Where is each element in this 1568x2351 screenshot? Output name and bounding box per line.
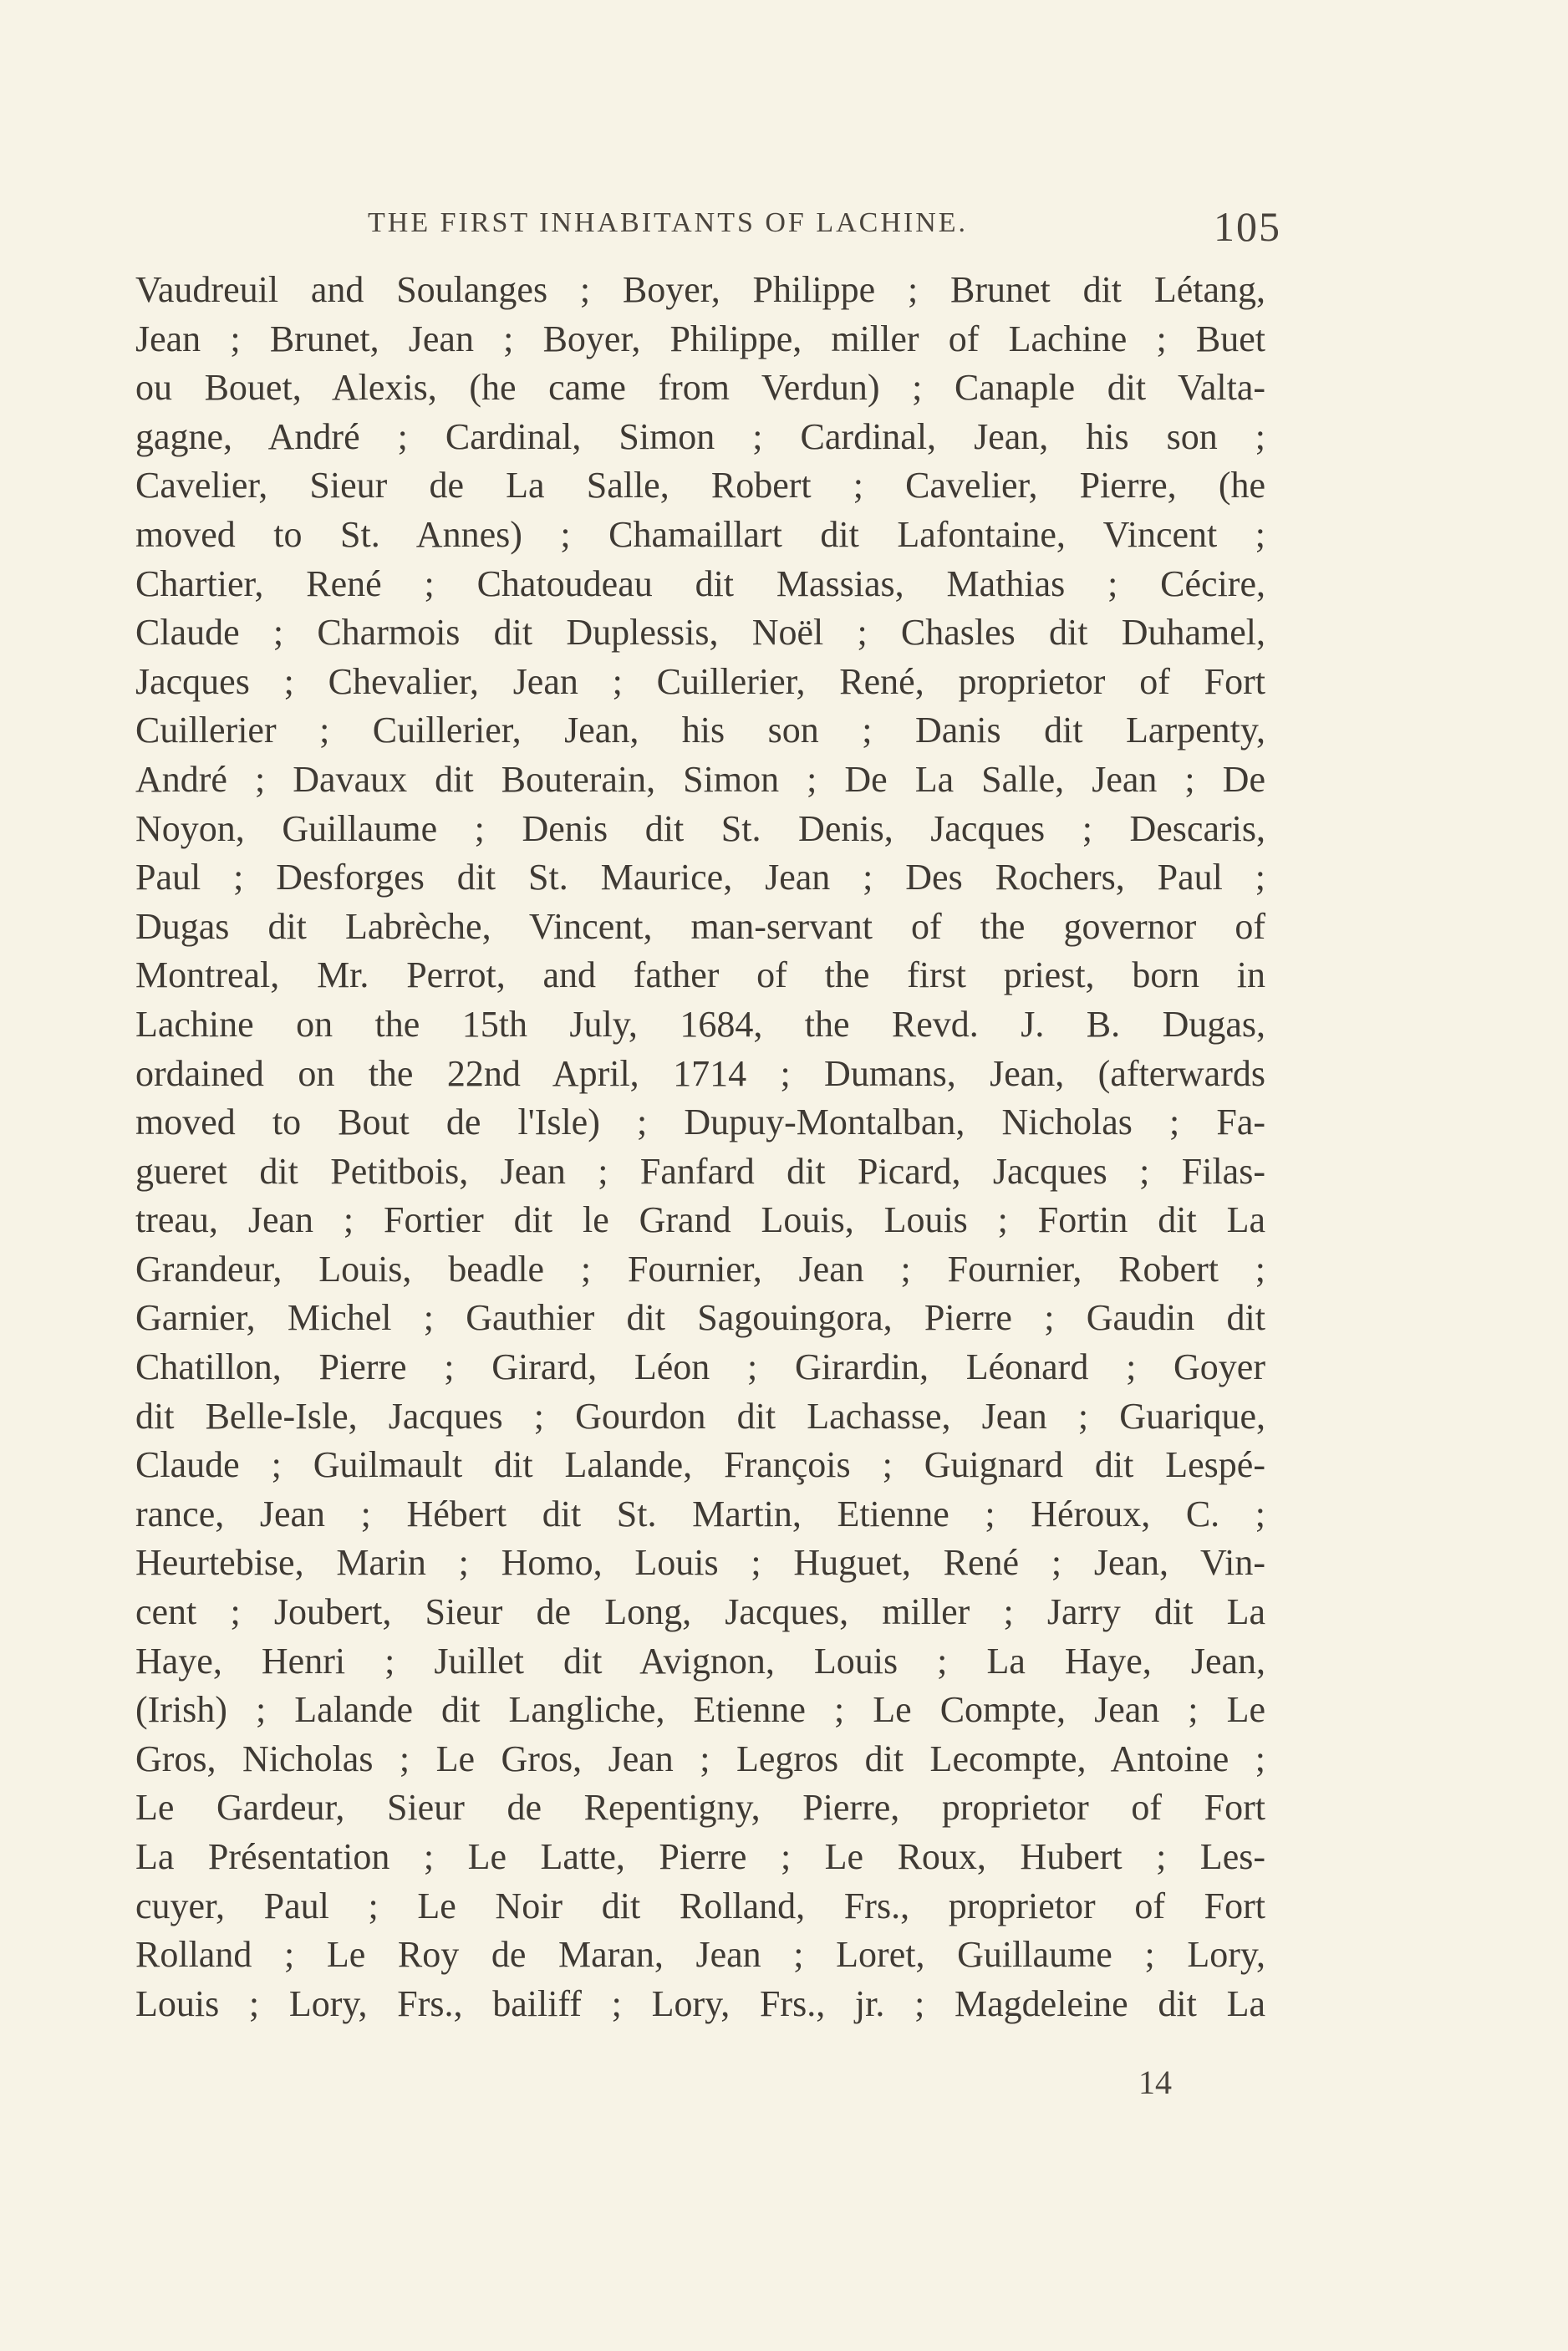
- text-line: Grandeur, Louis, beadle ; Fournier, Jean ; Fournier, Robert ;: [135, 1248, 1265, 1290]
- text-line: ou Bouet, Alexis, (he came from Verdun) ; Canaple dit Valta-: [135, 367, 1265, 409]
- text-line: Paul ; Desforges dit St. Maurice, Jean ; Des Rochers, Paul ;: [135, 857, 1265, 898]
- body-text: [135, 266, 1265, 2028]
- text-line: Rolland ; Le Roy de Maran, Jean ; Loret, Guillaume ; Lory,: [135, 1934, 1265, 1976]
- text-line: moved to Bout de l'Isle) ; Dupuy-Montalban, Nicholas ; Fa-: [135, 1102, 1265, 1143]
- text-line: Cuillerier ; Cuillerier, Jean, his son ; Danis dit Larpenty,: [135, 710, 1265, 751]
- text-line: (Irish) ; Lalande dit Langliche, Etienne ; Le Compte, Jean ; Le: [135, 1689, 1265, 1731]
- text-line: gueret dit Petitbois, Jean ; Fanfard dit Picard, Jacques ; Filas-: [135, 1150, 1265, 1192]
- text-line: Heurtebise, Marin ; Homo, Louis ; Huguet, René ; Jean, Vin-: [135, 1542, 1265, 1584]
- text-line: Cavelier, Sieur de La Salle, Robert ; Cavelier, Pierre, (he: [135, 465, 1265, 506]
- text-line: Haye, Henri ; Juillet dit Avignon, Louis ; La Haye, Jean,: [135, 1640, 1265, 1682]
- text-line: Le Gardeur, Sieur de Repentigny, Pierre, proprietor of Fort: [135, 1787, 1265, 1829]
- text-line: treau, Jean ; Fortier dit le Grand Louis, Louis ; Fortin dit La: [135, 1199, 1265, 1241]
- text-line: Chartier, René ; Chatoudeau dit Massias, Mathias ; Cécire,: [135, 562, 1265, 604]
- text-line: rance, Jean ; Hébert dit St. Martin, Etienne ; Héroux, C. ;: [135, 1493, 1265, 1534]
- text-line: Dugas dit Labrèche, Vincent, man-servant of the governor of: [135, 905, 1265, 947]
- text-line: Montreal, Mr. Perrot, and father of the first priest, born in: [135, 954, 1265, 996]
- text-line: Jacques ; Chevalier, Jean ; Cuillerier, René, proprietor of Fort: [135, 660, 1265, 702]
- page-number: 105: [1214, 203, 1281, 250]
- text-line: cuyer, Paul ; Le Noir dit Rolland, Frs., proprietor of Fort: [135, 1885, 1265, 1926]
- text-line: La Présentation ; Le Latte, Pierre ; Le Roux, Hubert ; Les-: [135, 1836, 1265, 1877]
- text-line: Claude ; Guilmault dit Lalande, François ; Guignard dit Lespé-: [135, 1444, 1265, 1486]
- text-line: Chatillon, Pierre ; Girard, Léon ; Girardin, Léonard ; Goyer: [135, 1346, 1265, 1388]
- text-line: gagne, André ; Cardinal, Simon ; Cardinal, Jean, his son ;: [135, 415, 1265, 457]
- text-line: dit Belle-Isle, Jacques ; Gourdon dit Lachasse, Jean ; Guarique,: [135, 1395, 1265, 1437]
- text-line: Gros, Nicholas ; Le Gros, Jean ; Legros dit Lecompte, Antoine ;: [135, 1738, 1265, 1779]
- text-line: Claude ; Charmois dit Duplessis, Noël ; Chasles dit Duhamel,: [135, 612, 1265, 654]
- text-line: moved to St. Annes) ; Chamaillart dit Lafontaine, Vincent ;: [135, 513, 1265, 555]
- text-line: ordained on the 22nd April, 1714 ; Dumans, Jean, (afterwards: [135, 1052, 1265, 1094]
- text-line: cent ; Joubert, Sieur de Long, Jacques, miller ; Jarry dit La: [135, 1591, 1265, 1633]
- text-line: Garnier, Michel ; Gauthier dit Sagouingora, Pierre ; Gaudin dit: [135, 1297, 1265, 1339]
- text-line: Vaudreuil and Soulanges ; Boyer, Philippe ; Brunet dit Létang,: [135, 269, 1265, 310]
- text-line: Noyon, Guillaume ; Denis dit St. Denis, Jacques ; Descaris,: [135, 807, 1265, 849]
- signature-mark: 14: [1138, 2063, 1172, 2101]
- text-line: Louis ; Lory, Frs., bailiff ; Lory, Frs., jr. ; Magdeleine dit La: [135, 1982, 1265, 2024]
- text-line: André ; Davaux dit Bouterain, Simon ; De La Salle, Jean ; De: [135, 758, 1265, 800]
- running-head: THE FIRST INHABITANTS OF LACHINE.: [368, 207, 969, 238]
- text-line: Jean ; Brunet, Jean ; Boyer, Philippe, miller of Lachine ; Buet: [135, 318, 1265, 359]
- text-line: Lachine on the 15th July, 1684, the Revd. J. B. Dugas,: [135, 1003, 1265, 1045]
